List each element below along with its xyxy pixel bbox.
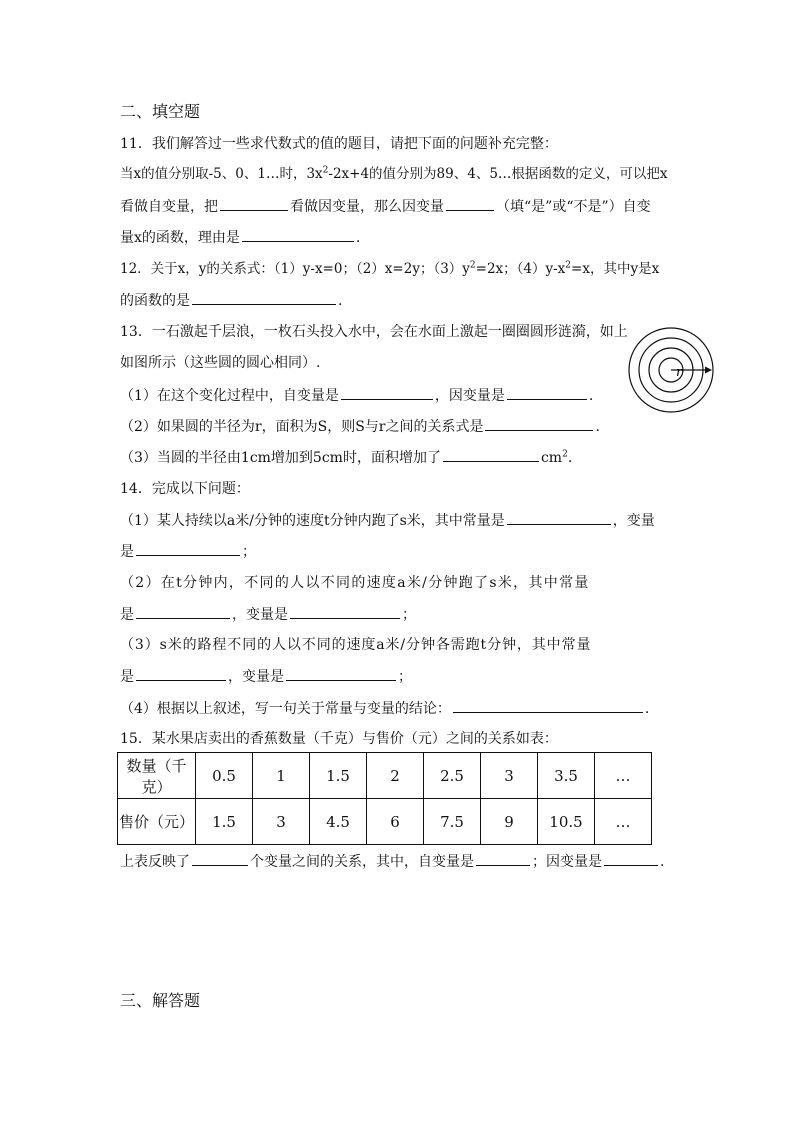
table-cell: 3 — [253, 799, 310, 845]
answer-blank[interactable] — [604, 851, 658, 866]
q12-line2: 的函数的是 . — [120, 290, 342, 311]
answer-blank[interactable] — [136, 604, 230, 619]
arrow-head-icon — [705, 367, 712, 374]
table-cell: 2 — [367, 753, 424, 799]
q15-line1: 15．某水果店卖出的香蕉数量（千克）与售价（元）之间的关系如表： — [120, 731, 558, 747]
q11-line2: 当x的值分别取-5、0、1…时，$3x^2-2x+4$的值分别为89、4、5…根据函数的定义，可以把x — [120, 165, 668, 182]
table-cell: … — [595, 799, 652, 845]
row-header-quantity: 数量（千克） — [118, 753, 196, 799]
answer-blank[interactable] — [476, 851, 530, 866]
table-cell: 2.5 — [424, 753, 481, 799]
answer-blank[interactable] — [192, 290, 336, 305]
table-cell: 3 — [481, 753, 538, 799]
table-cell: 10.5 — [538, 799, 595, 845]
answer-blank[interactable] — [485, 416, 593, 431]
table-row — [118, 799, 652, 845]
row-header-price: 售价（元） — [118, 799, 196, 845]
q13-part3: （3）当圆的半径由1cm增加到5cm时，面积增加了 $cm^2$. — [120, 447, 572, 468]
q13-line1: 13．一石激起千层浪，一枚石头投入水中，会在水面上激起一圈圈圆形涟漪，如上 — [120, 324, 628, 340]
q14-part1: （1）某人持续以a米/分钟的速度t分钟内跑了s米，其中常量是 ，变量 — [120, 510, 655, 531]
q14-part2-cont: 是 ，变量是 ； — [120, 604, 416, 625]
q14-part3: （3）s米的路程不同的人以不同的速度a米/分钟各需跑t分钟，其中常量 — [120, 637, 592, 653]
section-2-title: 二、填空题 — [120, 102, 201, 121]
q12-line1: 12．关于x，y的关系式：（1）y-x=0；（2）x=2y；$(3)y^2=2x$；$(4)y-x^2=x$，其中y是x — [120, 260, 660, 277]
table-cell: 7.5 — [424, 799, 481, 845]
answer-blank[interactable] — [136, 541, 240, 556]
radius-label: r — [676, 365, 683, 380]
table-cell: 0.5 — [196, 753, 253, 799]
answer-blank[interactable] — [286, 666, 396, 681]
q15-after-table: 上表反映了 个变量之间的关系，其中，自变量是 ；因变量是 . — [120, 851, 664, 872]
table-cell: 1.5 — [310, 753, 367, 799]
q14-line1: 14．完成以下问题： — [120, 481, 250, 497]
answer-blank[interactable] — [446, 196, 494, 211]
table-cell: 9 — [481, 799, 538, 845]
table-cell: 3.5 — [538, 753, 595, 799]
table-cell: … — [595, 753, 652, 799]
q11-line3: 看做自变量，把 看做因变量，那么因变量 （填“是”或“不是”）自变 — [120, 196, 651, 217]
answer-blank[interactable] — [242, 227, 354, 242]
q13-part1: （1）在这个变化过程中，自变量是 ，因变量是 . — [120, 385, 593, 406]
answer-blank[interactable] — [192, 851, 248, 866]
table-row — [118, 753, 652, 799]
table-cell: 6 — [367, 799, 424, 845]
answer-blank[interactable] — [507, 385, 587, 400]
banana-price-table — [117, 752, 652, 845]
concentric-circles-figure — [626, 325, 716, 415]
section-3-title: 三、解答题 — [120, 991, 201, 1010]
table-cell: 1.5 — [196, 799, 253, 845]
q14-part1-cont: 是 ； — [120, 541, 256, 562]
q13-part2: （2）如果圆的半径为r，面积为S，则S与r之间的关系式是 . — [120, 416, 600, 437]
q11-line4: 量x的函数，理由是 . — [120, 227, 360, 248]
answer-blank[interactable] — [507, 510, 611, 525]
table-cell: 4.5 — [310, 799, 367, 845]
answer-blank[interactable] — [136, 666, 226, 681]
answer-blank[interactable] — [341, 385, 433, 400]
q14-part2: （2）在t分钟内，不同的人以不同的速度a米/分钟跑了s米，其中常量 — [120, 575, 590, 591]
answer-blank[interactable] — [453, 698, 643, 713]
answer-blank[interactable] — [443, 447, 539, 462]
q13-line2: 如图所示（这些圆的圆心相同）. — [120, 355, 321, 371]
q14-part4: （4）根据以上叙述，写一句关于常量与变量的结论： . — [120, 698, 649, 719]
answer-blank[interactable] — [290, 604, 400, 619]
answer-blank[interactable] — [220, 196, 288, 211]
q11-line1: 11．我们解答过一些求代数式的值的题目，请把下面的问题补充完整： — [120, 136, 558, 152]
table-cell: 1 — [253, 753, 310, 799]
q14-part3-cont: 是 ，变量是 ； — [120, 666, 412, 687]
